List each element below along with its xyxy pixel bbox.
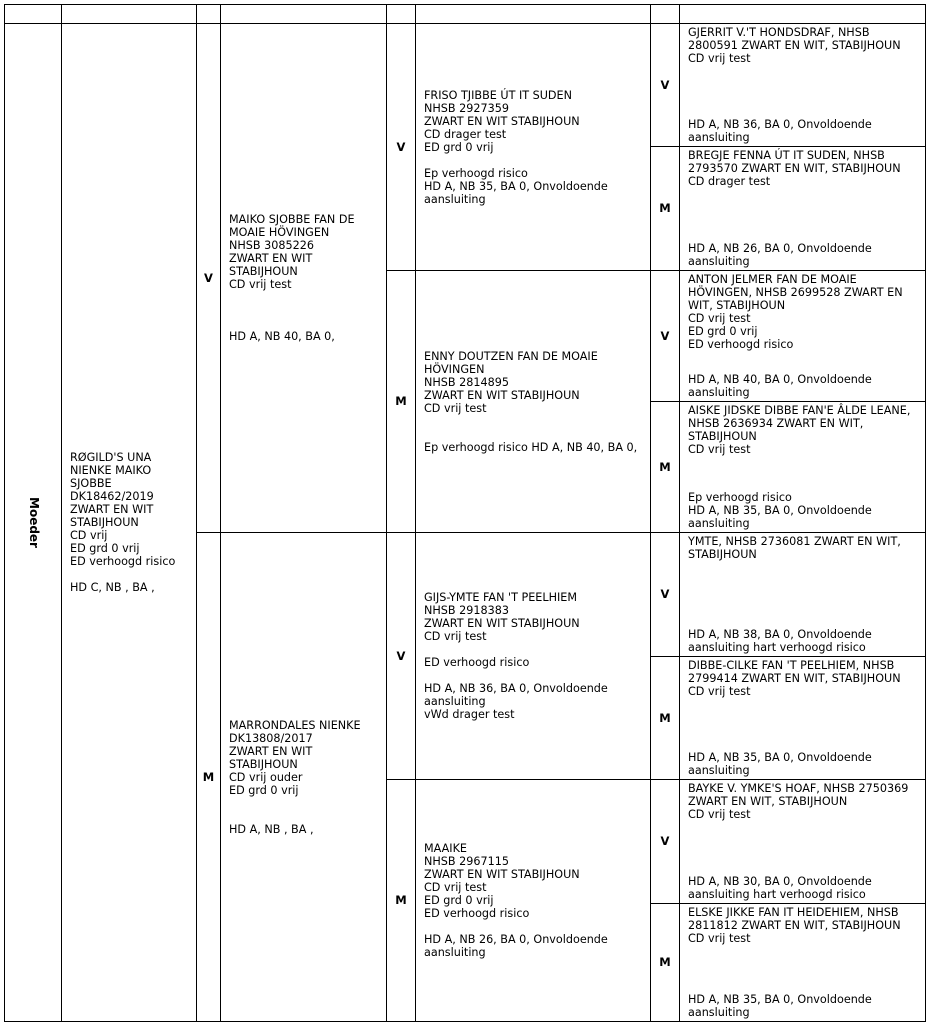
sex-marker: M <box>651 657 680 780</box>
ancestor-text-line: ED grd 0 vrij <box>424 140 494 154</box>
ancestor-text-line: MAIKO SJOBBE FAN DE MOAIE HÖVINGEN <box>229 213 355 239</box>
ancestor-info-bottom <box>688 373 917 399</box>
ancestor-info-top <box>688 782 917 821</box>
side-label: Moeder <box>26 497 41 548</box>
header-cell <box>5 5 62 24</box>
ancestor-text-line <box>424 669 642 682</box>
ancestor-text-line: ED grd 0 vrij <box>424 894 494 907</box>
ancestor-text-line: CD vrij test <box>688 312 751 325</box>
pedigree-row <box>5 24 926 147</box>
dog-cell <box>62 24 197 1022</box>
great-grandparent-cell <box>680 147 926 271</box>
header-cell <box>387 5 416 24</box>
ancestor-info-bottom <box>688 875 917 901</box>
ancestor-text-line: Ep verhoogd risico <box>688 491 792 504</box>
header-row <box>5 5 926 24</box>
ancestor-text-line <box>424 415 642 428</box>
ancestor-info-bottom <box>688 628 917 654</box>
pedigree-table <box>4 4 926 1022</box>
ancestor-text-line: ED verhoogd risico <box>688 338 794 351</box>
sex-marker: M <box>197 533 221 1022</box>
ancestor-text-line: CD drager test <box>688 175 771 188</box>
sire-cell <box>221 24 387 533</box>
sex-marker: V <box>651 780 680 904</box>
ancestor-text-line: ENNY DOUTZEN FAN DE MOAIE HÖVINGEN <box>424 349 598 376</box>
ancestor-info-bottom <box>688 993 917 1019</box>
sex-marker: V <box>651 271 680 402</box>
header-cell <box>416 5 651 24</box>
ancestor-info <box>688 659 917 777</box>
side-label-cell <box>5 24 62 1022</box>
ancestor-text-line: CD vrij test <box>424 881 487 894</box>
sex-marker: V <box>651 533 680 657</box>
ancestor-text-line: RØGILD'S UNA NIENKE MAIKO SJOBBE <box>70 451 152 490</box>
ancestor-info-top <box>688 659 917 698</box>
ancestor-info-bottom <box>688 491 917 530</box>
ancestor-text-line: BREGJE FENNA ÚT IT SUDEN, NHSB 2793570 ZWART EN WIT, STABIJHOUN <box>688 149 901 175</box>
ancestor-text-line: NHSB 2967115 <box>424 855 509 868</box>
header-cell <box>651 5 680 24</box>
dam-cell <box>221 533 387 1022</box>
ancestor-text-line: ED grd 0 vrij <box>229 783 299 797</box>
ancestor-text-line: HD A, NB 35, BA 0, Onvoldoende aansluiting <box>688 751 872 777</box>
ancestor-info-bottom <box>688 751 917 777</box>
ancestor-text-line: ELSKE JIKKE FAN IT HEIDEHIEM, NHSB 2811812 ZWART EN WIT, STABIJHOUN <box>688 906 901 932</box>
ancestor-text-line <box>229 291 378 304</box>
ancestor-info <box>688 26 917 144</box>
ancestor-text-line: Ep verhoogd risico <box>424 166 528 180</box>
ancestor-text-line: BAYKE V. YMKE'S HOAF, NHSB 2750369 ZWART EN WIT, STABIJHOUN <box>688 782 909 808</box>
grandparent-cell <box>416 780 651 1022</box>
ancestor-text-line: ZWART EN WIT STABIJHOUN <box>229 744 313 771</box>
ancestor-text-line: HD A, NB 36, BA 0, Onvoldoende aansluiting <box>688 118 872 144</box>
ancestor-text-line: Ep verhoogd risico HD A, NB 40, BA 0, <box>424 440 638 454</box>
ancestor-text-line: ED verhoogd risico <box>70 555 176 568</box>
ancestor-text-line: NHSB 3085226 <box>229 239 314 252</box>
great-grandparent-cell <box>680 271 926 402</box>
ancestor-text-line: ZWART EN WIT STABIJHOUN <box>229 252 313 278</box>
ancestor-text-line: HD A, NB 36, BA 0, Onvoldoende aansluiting <box>424 682 608 708</box>
header-cell <box>197 5 221 24</box>
ancestor-text-line: ZWART EN WIT STABIJHOUN <box>424 617 580 630</box>
ancestor-info-top <box>688 149 917 188</box>
great-grandparent-cell <box>680 657 926 780</box>
ancestor-info <box>688 149 917 268</box>
ancestor-text-line: GJERRIT V.'T HONDSDRAF, NHSB 2800591 ZWART EN WIT, STABIJHOUN <box>688 26 901 52</box>
sex-marker: V <box>651 24 680 147</box>
ancestor-text-line: HD A, NB 38, BA 0, Onvoldoende aansluiting hart verhoogd risico <box>688 628 872 654</box>
ancestor-text-line: CD vrij test <box>688 443 751 456</box>
ancestor-text-line: HD A, NB 40, BA 0, Onvoldoende aansluiting <box>688 373 872 399</box>
ancestor-text-line: ZWART EN WIT STABIJHOUN <box>424 388 580 402</box>
ancestor-info-top <box>688 404 917 456</box>
ancestor-text-line: DIBBE-CILKE FAN 'T PEELHIEM, NHSB 2799414 ZWART EN WIT, STABIJHOUN <box>688 659 901 685</box>
ancestor-text-line <box>424 154 642 167</box>
ancestor-text-line: HD A, NB 35, BA 0, Onvoldoende aansluiting <box>424 179 608 206</box>
ancestor-text-line: ZWART EN WIT STABIJHOUN <box>70 503 154 529</box>
ancestor-text-line <box>229 317 378 330</box>
header-cell <box>62 5 197 24</box>
ancestor-text-line: FRISO TJIBBE ÚT IT SUDEN <box>424 88 572 102</box>
ancestor-text-line: ED verhoogd risico <box>424 656 530 669</box>
ancestor-text-line: vWd drager test <box>424 708 515 721</box>
ancestor-text-line: ED verhoogd risico <box>424 907 530 920</box>
ancestor-text-line: CD drager test <box>424 127 507 141</box>
ancestor-text-line: HD A, NB 35, BA 0, Onvoldoende aansluiting <box>688 504 872 530</box>
ancestor-text-line: HD C, NB , BA , <box>70 581 155 594</box>
ancestor-text-line: CD vrij test <box>229 278 292 291</box>
ancestor-text-line: NHSB 2927359 <box>424 101 509 115</box>
ancestor-text-line: HD A, NB 40, BA 0, <box>229 330 335 343</box>
ancestor-text-line: HD A, NB 30, BA 0, Onvoldoende aansluiting hart verhoogd risico <box>688 875 872 901</box>
ancestor-text-line <box>424 920 642 933</box>
ancestor-text-line: MARRONDALES NIENKE <box>229 718 361 732</box>
ancestor-text-line: HD A, NB 26, BA 0, Onvoldoende aansluiting <box>688 242 872 268</box>
ancestor-text-line: CD vrij test <box>688 808 751 821</box>
ancestor-text-line: ED grd 0 vrij <box>70 542 140 555</box>
grandparent-cell <box>416 533 651 780</box>
sex-marker: M <box>651 147 680 271</box>
ancestor-text-line <box>424 428 642 441</box>
ancestor-text-line: ZWART EN WIT STABIJHOUN <box>424 114 580 128</box>
ancestor-text-line: HD A, NB 26, BA 0, Onvoldoende aansluiting <box>424 933 608 959</box>
great-grandparent-cell <box>680 904 926 1022</box>
ancestor-text-line <box>424 643 642 656</box>
ancestor-info <box>688 535 917 654</box>
ancestor-text-line <box>229 810 378 823</box>
great-grandparent-cell <box>680 24 926 147</box>
ancestor-info <box>688 906 917 1019</box>
sex-marker: V <box>197 24 221 533</box>
ancestor-text-line: DK18462/2019 <box>70 490 154 503</box>
sex-marker: V <box>387 24 416 271</box>
sex-marker: M <box>387 271 416 533</box>
ancestor-info-top <box>688 906 917 945</box>
ancestor-text-line: NHSB 2918383 <box>424 604 509 617</box>
ancestor-info-top <box>688 26 917 65</box>
sex-marker: M <box>651 904 680 1022</box>
grandparent-cell <box>416 271 651 533</box>
ancestor-info <box>688 782 917 901</box>
sex-marker: M <box>651 402 680 533</box>
header-cell <box>221 5 387 24</box>
ancestor-info-top <box>688 535 917 561</box>
ancestor-info-bottom <box>688 242 917 268</box>
great-grandparent-cell <box>680 402 926 533</box>
sex-marker: M <box>387 780 416 1022</box>
ancestor-text-line <box>229 304 378 317</box>
ancestor-text-line: AISKE JIDSKE DIBBE FAN'E ÂLDE LEANE, NHSB 2636934 ZWART EN WIT, STABIJHOUN <box>688 404 911 443</box>
sex-marker: V <box>387 533 416 780</box>
ancestor-text-line: DK13808/2017 <box>229 731 313 745</box>
ancestor-text-line <box>229 797 378 810</box>
ancestor-info-bottom <box>688 118 917 144</box>
ancestor-text-line: ZWART EN WIT STABIJHOUN <box>424 868 580 881</box>
header-cell <box>680 5 926 24</box>
ancestor-text-line: YMTE, NHSB 2736081 ZWART EN WIT, STABIJHOUN <box>688 535 901 561</box>
grandparent-cell <box>416 24 651 271</box>
ancestor-text-line <box>70 568 188 581</box>
ancestor-text-line: CD vrij ouder <box>229 770 303 784</box>
ancestor-text-line: HD A, NB , BA , <box>229 822 314 836</box>
ancestor-text-line: CD vrij test <box>424 401 487 415</box>
ancestor-text-line: NHSB 2814895 <box>424 375 509 389</box>
ancestor-info <box>688 404 917 530</box>
ancestor-text-line: CD vrij <box>70 529 108 542</box>
ancestor-text-line: ED grd 0 vrij <box>688 325 758 338</box>
ancestor-text-line: CD vrij test <box>688 52 751 65</box>
ancestor-text-line: CD vrij test <box>688 932 751 945</box>
ancestor-text-line: MAAIKE <box>424 842 467 855</box>
ancestor-info-top <box>688 273 917 351</box>
great-grandparent-cell <box>680 533 926 657</box>
ancestor-text-line: HD A, NB 35, BA 0, Onvoldoende aansluiting <box>688 993 872 1019</box>
ancestor-info <box>688 273 917 399</box>
ancestor-text-line: CD vrij test <box>424 630 487 643</box>
ancestor-text-line: CD vrij test <box>688 685 751 698</box>
ancestor-text-line: GIJS-YMTE FAN 'T PEELHIEM <box>424 591 578 604</box>
ancestor-text-line: ANTON JELMER FAN DE MOAIE HÖVINGEN, NHSB 2699528 ZWART EN WIT, STABIJHOUN <box>688 273 903 312</box>
great-grandparent-cell <box>680 780 926 904</box>
